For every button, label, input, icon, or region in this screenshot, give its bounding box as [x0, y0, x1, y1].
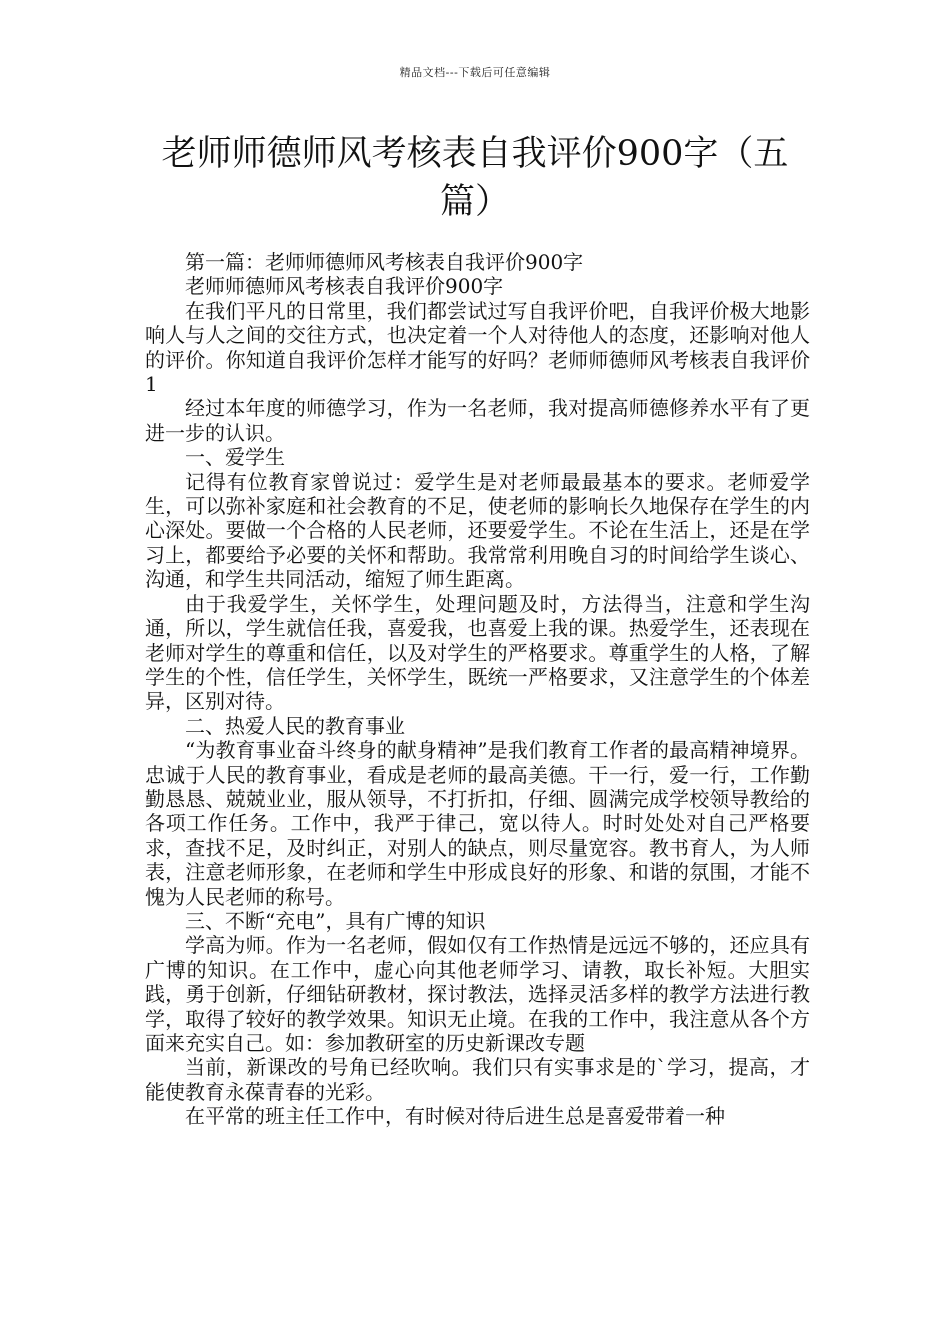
paragraph: 在平常的班主任工作中，有时候对待后进生总是喜爱带着一种 — [185, 1104, 725, 1129]
paragraph: 学高为师。作为一名老师，假如仅有工作热情是远远不够的，还应具有广博的知识。在工作中，虚心向其他老师学习、请教，取长补短。大胆实践，勇于创新，仔细钻研教材，探讨教法，选择灵活多样的教学方法进行教学，取得了较好的教学效果。知识无止境。在我的工作中，我注意从各个方面来充实自己。如：参加教研室的历史新课改专题 — [145, 933, 810, 1055]
paragraph: “为教育事业奋斗终身的献身精神”是我们教育工作者的最高精神境界。忠诚于人民的教育事业，看成是老师的最高美德。干一行，爱一行，工作勤勤恳恳、兢兢业业，服从领导，不打折扣，仔细、圆满完成学校领导教给的各项工作任务。工作中，我严于律己，宽以待人。时时处处对自己严格要求，查找不足，及时纠正，对别人的缺点，则尽量宽容。教书育人，为人师表，注意老师形象，在老师和学生中形成良好的形象、和谐的氛围，才能不愧为人民老师的称号。 — [145, 738, 810, 909]
paragraph-subtitle: 老师师德师风考核表自我评价900字 — [185, 274, 504, 299]
document-title: 老师师德师风考核表自我评价900字（五篇） — [161, 134, 789, 222]
paragraph-section-heading: 第一篇：老师师德师风考核表自我评价900字 — [185, 250, 584, 274]
paragraph: 当前，新课改的号角已经吹响。我们只有实事求是的`学习，提高，才能使教育永葆青春的光彩。 — [145, 1055, 810, 1104]
paragraph: 记得有位教育家曾说过：爱学生是对老师最最基本的要求。老师爱学生，可以弥补家庭和社会教育的不足，使老师的影响长久地保存在学生的内心深处。要做一个合格的人民老师，还要爱学生。不论在生活上，还是在学习上，都要给予必要的关怀和帮助。我常常利用晚自习的时间给学生谈心、沟通，和学生共同活动，缩短了师生距离。 — [145, 469, 810, 592]
document-body — [145, 250, 810, 1129]
paragraph: 在我们平凡的日常里，我们都尝试过写自我评价吧，自我评价极大地影响人与人之间的交往方式，也决定着一个人对待他人的态度，还影响对他人的评价。你知道自我评价怎样才能写的好吗？老师师德师风考核表自我评价1 — [145, 298, 810, 397]
paragraph: 经过本年度的师德学习，作为一名老师，我对提高师德修养水平有了更进一步的认识。 — [145, 396, 810, 445]
paragraph-heading-3: 三、不断“充电”，具有广博的知识 — [185, 908, 486, 933]
paragraph-heading-1: 一、爱学生 — [185, 445, 285, 470]
paragraph: 由于我爱学生，关怀学生，处理问题及时，方法得当，注意和学生沟通，所以，学生就信任我，喜爱我，也喜爱上我的课。热爱学生，还表现在老师对学生的尊重和信任，以及对学生的严格要求。尊重学生的人格，了解学生的个性，信任学生，关怀学生，既统一严格要求，又注意学生的个体差异，区别对待。 — [145, 591, 810, 714]
header-note: 精品文档---下载后可任意编辑 — [399, 66, 551, 79]
paragraph-heading-2: 二、热爱人民的教育事业 — [185, 713, 405, 738]
